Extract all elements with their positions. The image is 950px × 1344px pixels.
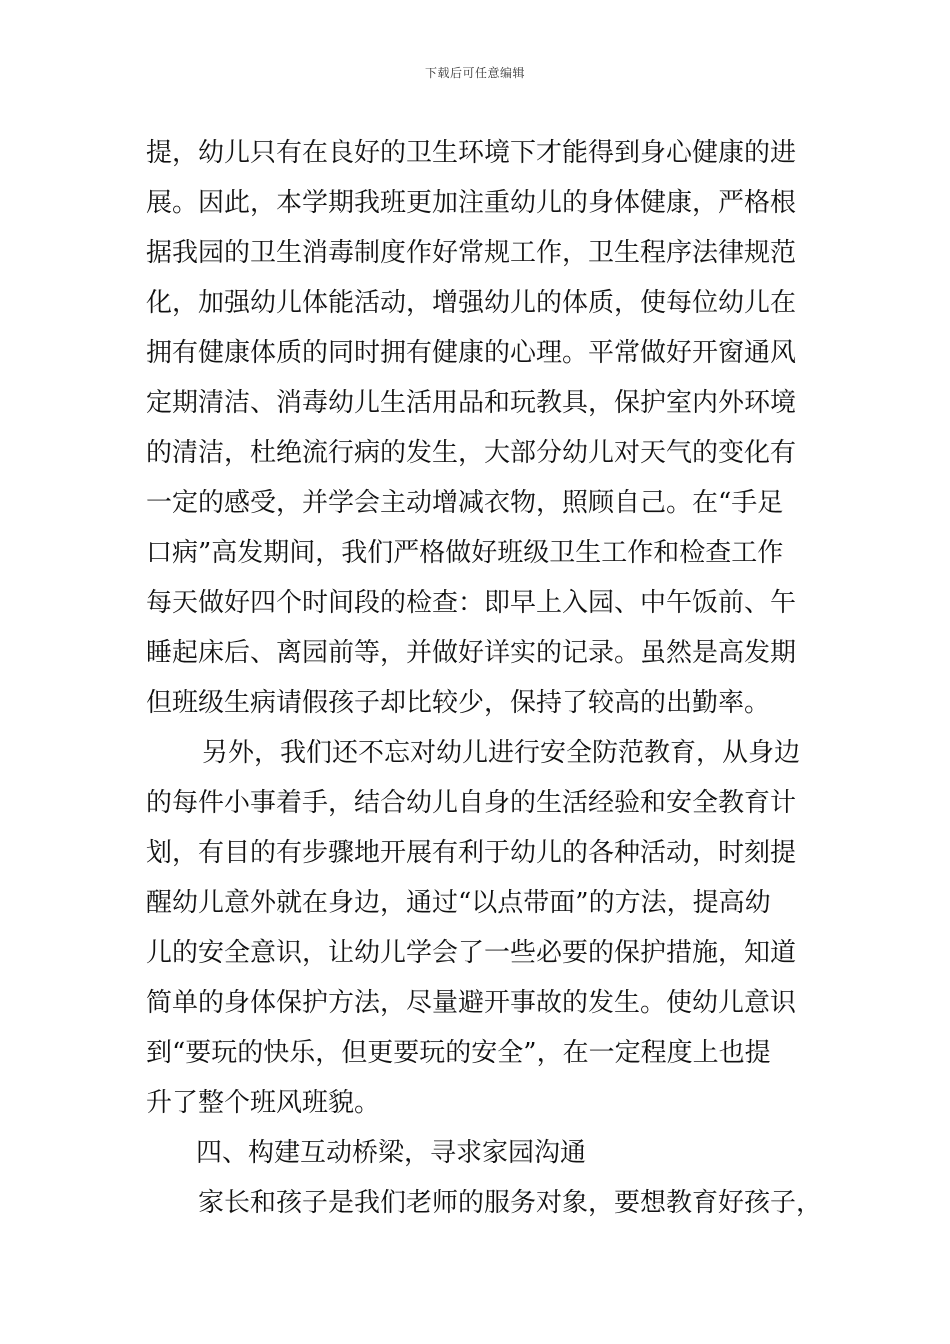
- text-line: 但班级生病请假孩子却比较少，保持了较高的出勤率。: [146, 688, 771, 718]
- text-line: 到“要玩的快乐，但更要玩的安全”，在一定程度上也提: [146, 1038, 771, 1068]
- text-line: 划，有目的有步骤地开展有利于幼儿的各种活动，时刻提: [146, 838, 797, 868]
- paragraph-start-line: 家长和孩子是我们老师的服务对象，要想教育好孩子，: [198, 1188, 823, 1218]
- text-line: 定期清洁、消毒幼儿生活用品和玩教具，保护室内外环境: [146, 388, 797, 418]
- text-line: 的清洁，杜绝流行病的发生，大部分幼儿对天气的变化有: [146, 438, 797, 468]
- text-line: 升了整个班风班貌。: [146, 1088, 381, 1118]
- text-line: 口病”高发期间，我们严格做好班级卫生工作和检查工作: [146, 538, 784, 568]
- text-line: 化，加强幼儿体能活动，增强幼儿的体质，使每位幼儿在: [146, 288, 797, 318]
- text-line: 拥有健康体质的同时拥有健康的心理。平常做好开窗通风: [146, 338, 797, 368]
- document-body: [146, 128, 826, 1228]
- paragraph-start-line: 另外，我们还不忘对幼儿进行安全防范教育，从身边: [202, 738, 801, 768]
- section-heading: 四、构建互动桥梁，寻求家园沟通: [196, 1138, 587, 1168]
- text-line: 据我园的卫生消毒制度作好常规工作，卫生程序法律规范: [146, 238, 797, 268]
- text-line: 醒幼儿意外就在身边，通过“以点带面”的方法，提高幼: [146, 888, 771, 918]
- text-line: 展。因此，本学期我班更加注重幼儿的身体健康，严格根: [146, 188, 797, 218]
- text-line: 儿的安全意识，让幼儿学会了一些必要的保护措施，知道: [146, 938, 797, 968]
- text-line: 每天做好四个时间段的检查：即早上入园、中午饭前、午: [146, 588, 797, 618]
- text-line: 一定的感受，并学会主动增减衣物，照顾自己。在“手足: [146, 488, 784, 518]
- text-line: 提，幼儿只有在良好的卫生环境下才能得到身心健康的进: [146, 138, 797, 168]
- text-line: 睡起床后、离园前等，并做好详实的记录。虽然是高发期: [146, 638, 797, 668]
- page-header: 下载后可任意编辑: [424, 66, 525, 80]
- text-line: 的每件小事着手，结合幼儿自身的生活经验和安全教育计: [146, 788, 797, 818]
- text-line: 简单的身体保护方法，尽量避开事故的发生。使幼儿意识: [146, 988, 797, 1018]
